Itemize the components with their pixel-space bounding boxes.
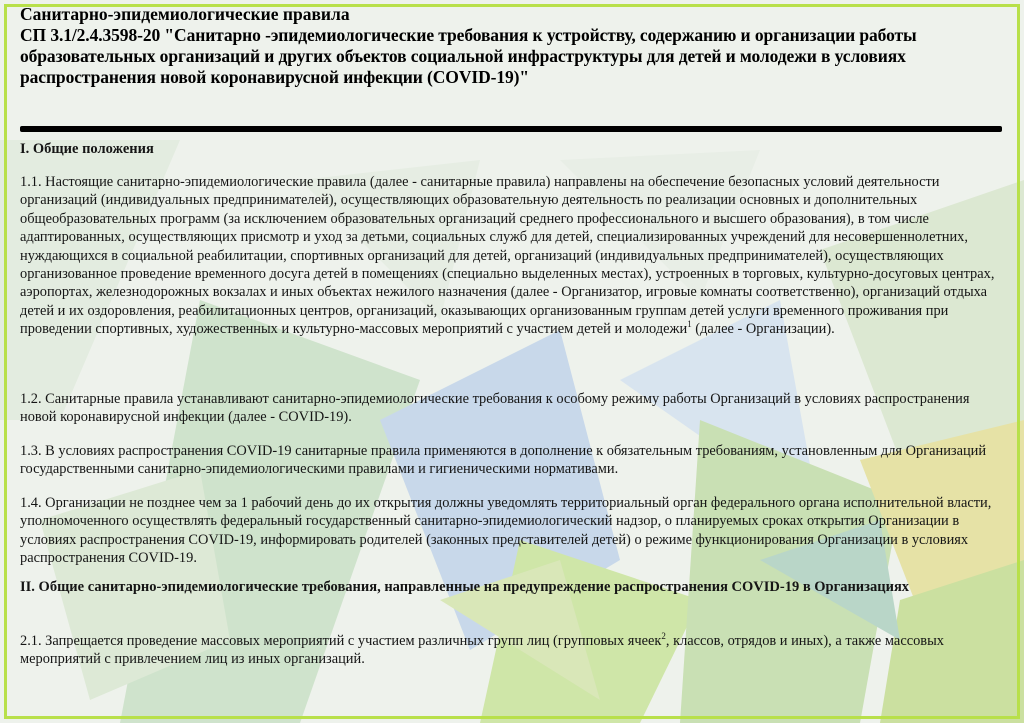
document-label: Санитарно-эпидемиологические правила <box>20 4 350 24</box>
paragraph-1-1-text: 1.1. Настоящие санитарно-эпидемиологические правила (далее - санитарные правила) направлены на обеспечение безопасных условий деятельности организаций (индивидуальных предпринимателей), осуществляющих образовательную деятельность по реализации основных и дополнительных общеобразовательных программ (за исключением образовательных организаций среднего профессионального и высшего образования), в том числе адаптированных, осуществляющих присмотр и уход за детьми, социальных служб для детей, специализированных учреждений для несовершеннолетних, нуждающихся в социальной реабилитации, спортивных организаций для детей, организаций (индивидуальных предпринимателей), осуществляющих организованное проведение временного досуга детей в помещениях (специально выделенных местах), устроенных в торговых, культурно-досуговых центрах, аэропортах, железнодорожных вокзалах и иных объектах нежилого назначения (далее - Организатор, игровые комнаты соответственно), организаций отдыха детей и их оздоровления, реабилитационных центров, организаций, оказывающих организованным группам детей услуги временного проживания при проведении спортивных, художественных и культурно-массовых мероприятий с участием детей и молодежи <box>20 174 995 338</box>
header-divider <box>20 126 1002 132</box>
document-title: СП 3.1/2.4.3598-20 "Санитарно -эпидемиологические требования к устройству, содержанию и организации работы образовательных организаций и других объектов социальной инфраструктуры для детей и молодежи в условиях распространения новой коронавирусной инфекции (COVID-19)" <box>20 25 917 87</box>
paragraph-1-1 <box>20 173 995 339</box>
paragraph-2-1-text: 2.1. Запрещается проведение массовых мероприятий с участием различных групп лиц (групповых ячеек <box>20 633 662 649</box>
paragraph-1-3: 1.3. В условиях распространения COVID-19 санитарные правила применяются в дополнение к обязательным требованиям, установленным для Организаций государственными санитарно-эпидемиологическими правилами и гигиеническими нормативами. <box>20 443 987 478</box>
paragraph-2-1-tail: , классов, отрядов и иных), а также массовых мероприятий с привлечением лиц из иных организаций. <box>20 633 944 668</box>
footnote-ref-2[interactable]: 2 <box>661 631 666 642</box>
paragraph-1-2: 1.2. Санитарные правила устанавливают санитарно-эпидемиологические требования к особому режиму работы Организаций в условиях распространения новой коронавирусной инфекции (далее - COVID-19). <box>20 391 970 426</box>
section-heading-general-requirements: II. Общие санитарно-эпидемиологические требования, направленные на предупреждение распространения COVID-19 в Организациях <box>20 579 910 595</box>
paragraph-1-1-tail: (далее - Организации). <box>691 321 835 338</box>
footnote-ref-1[interactable]: 1 <box>687 319 692 330</box>
section-heading-general-provisions: I. Общие положения <box>20 141 154 157</box>
paragraph-2-1 <box>20 632 995 669</box>
document-header <box>20 4 1005 88</box>
paragraph-1-4: 1.4. Организации не позднее чем за 1 рабочий день до их открытия должны уведомлять территориальный орган федерального органа исполнительной власти, уполномоченного осуществлять федеральный государственный санитарно-эпидемиологический надзор, о планируемых сроках открытия Организации в условиях распространения COVID-19, информировать родителей (законных представителей детей) о режиме функционирования Организации в условиях распространения COVID-19. <box>20 495 992 567</box>
